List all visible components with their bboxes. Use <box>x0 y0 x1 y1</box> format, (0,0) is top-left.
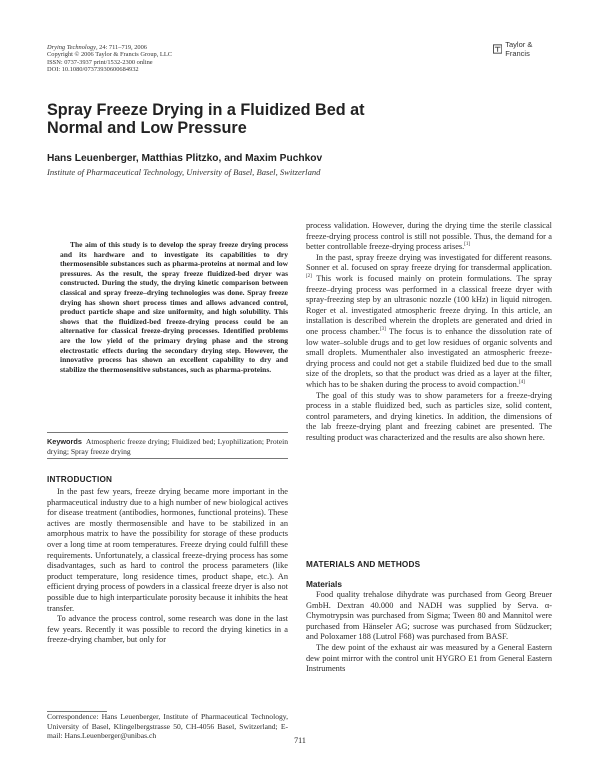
keywords-label: Keywords <box>47 437 82 446</box>
right-paragraph-1: process validation. However, during the drying time the sterile classical freeze-drying process control is still not possible. Thus, the demand for a better controllable freeze-drying process arises.[1] <box>306 221 552 252</box>
intro-paragraph-1: In the past few years, freeze drying became more important in the pharmaceutical industry due to a high number of new biological actives for disease treatment (antibodies, hormones, functional proteins). These actives are mostly thermosensible and have to be stabilized in an amorphous matrix to have the possibility for storage of these products over a long time at room temperatures. Freeze drying could fulfill these requirements. Unfortunately, a classical freeze-drying process has some disadvantages, such as hard to control the process parameters (like product temperature, long residence times, product shape, etc.). An efficient drying process of powders in a classical freeze dryer is also not possible due to high interparticulate porosity because it inhibits the heat transfer. <box>47 487 288 613</box>
doi-line: DOI: 10.1080/07373930600684932 <box>47 66 139 74</box>
keywords-bottom-rule <box>47 458 288 459</box>
article-authors: Hans Leuenberger, Matthias Plitzko, and Maxim Puchkov <box>47 153 323 164</box>
copyright-line: Copyright © 2006 Taylor & Francis Group, LLC <box>47 51 172 59</box>
keywords <box>47 437 288 456</box>
right-paragraph-2: In the past, spray freeze drying was investigated for different reasons. Sonner et al. focused on spray freeze drying for transdermal application.[2] This work is focused mainly on protein formulations. The spray freeze–drying process was performed in a classical freeze dryer with spray-freezing step by an ultrasonic nozzle (100 kHz) in liquid nitrogen. Roger et al. investigated atmospheric freeze drying. In this article, an installation is described wherein the droplets are generated and dried in one process chamber.[3] The focus is to enhance the dissolution rate of low water–soluble drugs and to get low residues of organic solvents and small droplets. Mumenthaler also investigated an atmospheric freeze-drying process and could not get a stabile fluidized bed due to the small size of the droplets, so that the product was dried as a layer at the filter, which has to be shaken during the process to avoid compaction.[4] <box>306 252 552 389</box>
page-number: 711 <box>294 736 306 745</box>
journal-metadata <box>47 44 172 74</box>
keywords-top-rule <box>47 432 288 433</box>
materials-paragraph-2: The dew point of the exhaust air was measured by a General Eastern dew point mirror with the control unit HYGRO E1 from General Eastern Instruments <box>306 642 552 674</box>
correspondence-footnote: Correspondence: Hans Leuenberger, Institute of Pharmaceutical Technology, University of Basel, Klingelbergstrasse 50, CH-4056 Basel, Switzerland; E-mail: Hans.Leuenberger@unibas.ch <box>47 712 288 741</box>
article-title: Spray Freeze Drying in a Fluidized Bed at Normal and Low Pressure <box>47 101 365 137</box>
materials-body <box>306 590 552 675</box>
publisher-logo-icon <box>493 44 502 54</box>
materials-subheading: Materials <box>306 579 342 589</box>
intro-heading: INTRODUCTION <box>47 475 113 484</box>
materials-paragraph-1: Food quality trehalose dihydrate was purchased from Georg Breuer GmbH. Dextran 40.000 and NADH was supplied by Serva. α-Chymotrypsin was purchased from Sigma; Tween 80 and Mannitol were purchased from Hänseler AG; sucrose was purchased from Südzucker; and Poloxamer 188 (Lutrol F68) was purchased from BASF. <box>306 590 552 642</box>
intro-body <box>47 487 288 646</box>
right-paragraph-3: The goal of this study was to show parameters for a freeze-drying process in a stable fluidized bed, such as particles size, solid content, control parameters, and drying kinetics. In addition, the dimensions of the lab freeze-drying plant and freezing cabinet are presented. The resulting product was characterized and the results are also shown here. <box>306 390 552 442</box>
journal-line: Drying Technology, 24: 711–719, 2006 <box>47 44 148 51</box>
article-affiliation: Institute of Pharmaceutical Technology, University of Basel, Basel, Switzerland <box>47 167 321 177</box>
ref-1: [1] <box>464 242 471 248</box>
publisher-logo <box>493 40 555 58</box>
ref-3: [3] <box>380 327 386 333</box>
ref-4: [4] <box>518 380 525 386</box>
publisher-logo-text: Taylor & Francis <box>505 40 533 58</box>
methods-heading: MATERIALS AND METHODS <box>306 560 421 569</box>
intro-paragraph-2: To advance the process control, some research was done in the last few years. Recently it was possible to record the drying kinetics in a freeze-drying chamber, but only for <box>47 614 288 645</box>
abstract: The aim of this study is to develop the spray freeze drying process and its hardware and to investigate its capabilities to dry thermosensible substances such as pharma-proteins at normal and low pressures. As the result, the spray freeze fluidized-bed dryer was constructed. During the study, the drying kinetic comparison between classical and spray freeze–drying technologies was done. Spray freeze drying has shown short process times and allows advanced control, product particle shape and size uniformity, and high solubility. This shows that the fluidized-bed freeze-drying process could be an alternative for classical freeze-drying processes. Identified problems are the low yield of the primary drying phase and the strong electrostatic effects during the secondary drying step. However, the innovative process has shown an excellent capability to dry and stabilize the thermosensitive substances, such as pharma-proteins. <box>60 240 288 374</box>
keywords-text: Atmospheric freeze drying; Fluidized bed; Lyophilization; Protein drying; Spray freeze drying <box>47 437 288 456</box>
right-column <box>306 221 552 443</box>
ref-2: [2] <box>306 274 312 280</box>
issn-line: ISSN: 0737-3937 print/1532-2300 online <box>47 58 153 66</box>
